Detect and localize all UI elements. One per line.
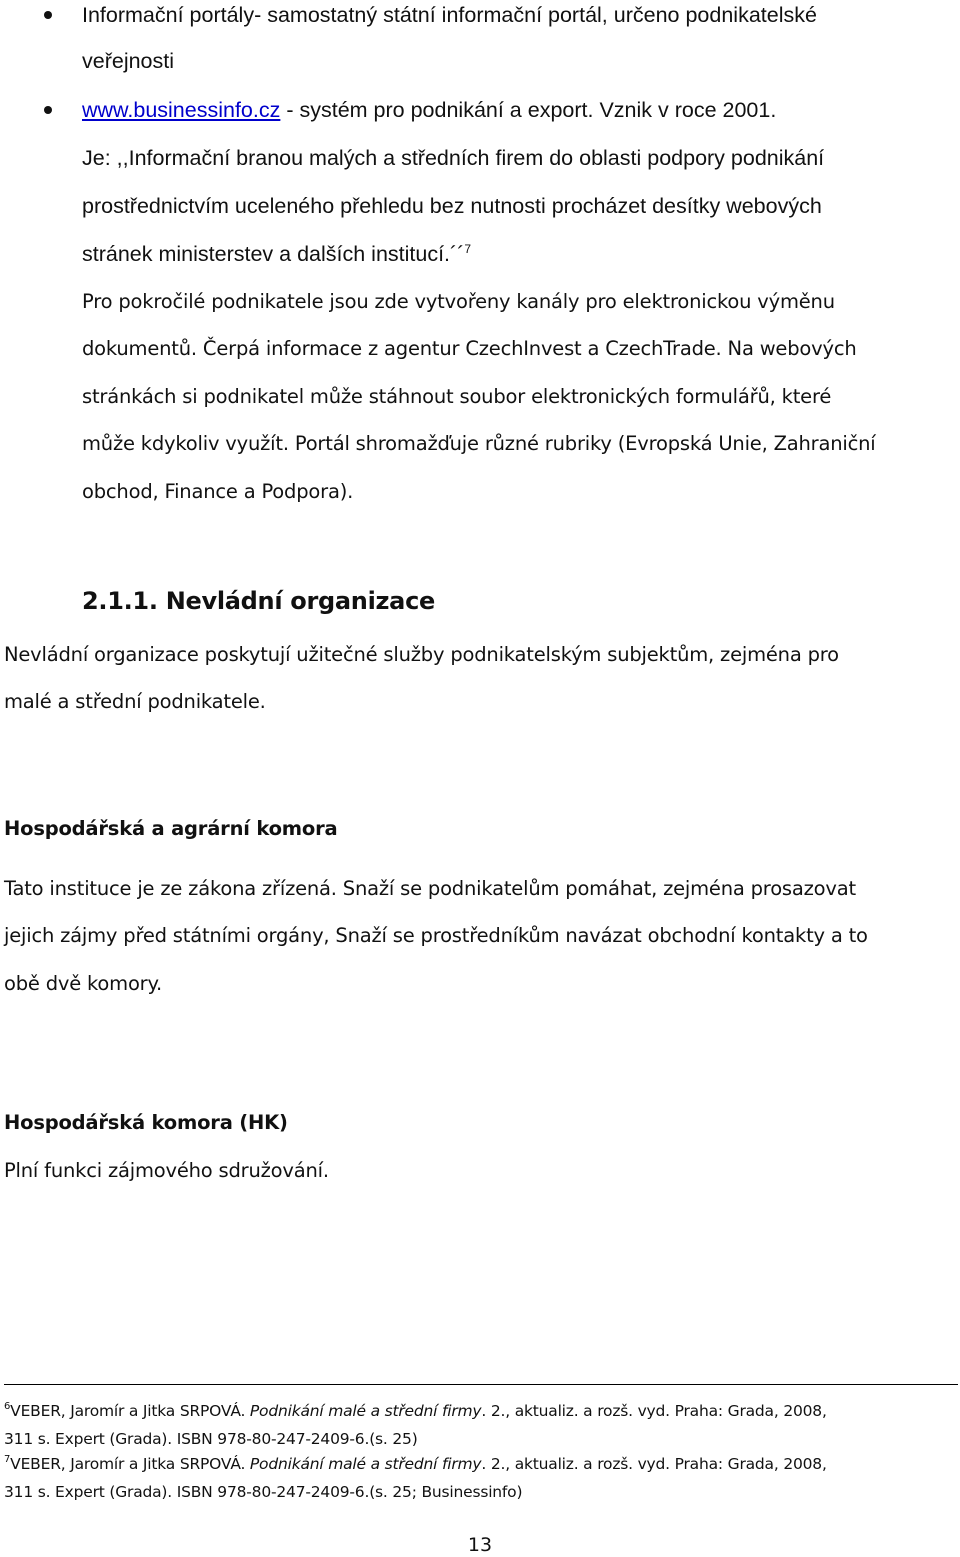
footnote-7-line-2: 311 s. Expert (Grada). ISBN 978-80-247-2409-6.(s. 25; Businessinfo) [4, 1483, 523, 1501]
section-title: Nevládní organizace [165, 587, 435, 615]
quote-close: ´´ [450, 242, 465, 266]
bullet-1-line-1: Informační portály- samostatný státní informační portál, určeno podnikatelské [82, 3, 817, 27]
subsection-heading: Hospodářská komora (HK) [4, 1111, 288, 1134]
subsection-1-line-2: jejich zájmy před státními orgány, Snaží se prostředníkům navázat obchodní kontakty a to [4, 924, 868, 947]
bullet-2-line-4 [82, 239, 471, 269]
footnote-author: VEBER, Jaromír a Jitka SRPOVÁ. [10, 1455, 250, 1473]
footnote-number: 7 [4, 1454, 11, 1465]
section-text-line-2: malé a střední podnikatele. [4, 690, 266, 713]
bullet-2-line-2: Je: ,,Informační branou malých a středních firem do oblasti podpory podnikání [82, 146, 825, 170]
footnote-6-line-1 [4, 1401, 827, 1421]
page-number: 13 [467, 1534, 493, 1556]
footnote-separator [4, 1384, 958, 1385]
bullet-2-line-1-text: - systém pro podnikání a export. Vznik v roce 2001. [280, 98, 777, 122]
bullet-2-para-line-1: Pro pokročilé podnikatele jsou zde vytvořeny kanály pro elektronickou výměnu [82, 290, 835, 313]
section-text-line-1: Nevládní organizace poskytují užitečné služby podnikatelským subjektům, zejména pro [4, 643, 839, 666]
bullet-2-para-line-5: obchod, Finance a Podpora). [82, 480, 354, 503]
subsection-heading: Hospodářská a agrární komora [4, 817, 338, 840]
subsection-1-line-3: obě dvě komory. [4, 972, 163, 995]
section-heading [82, 586, 435, 616]
footnote-ref[interactable]: 7 [464, 242, 472, 256]
bullet-2-line-1 [82, 95, 776, 125]
bullet-2-line-4-text: stránek ministerstev a dalších institucí. [82, 242, 451, 266]
bullet-1-line-2: veřejnosti [82, 49, 175, 73]
footnote-publisher: . 2., aktualiz. a rozš. vyd. Praha: Grada, 2008, [481, 1455, 827, 1473]
section-number: 2.1.1. [82, 587, 158, 615]
bullet-icon [44, 106, 52, 114]
subsection-1-line-1: Tato instituce je ze zákona zřízená. Snaží se podnikatelům pomáhat, zejména prosazovat [4, 877, 856, 900]
footnote-6-line-2: 311 s. Expert (Grada). ISBN 978-80-247-2409-6.(s. 25) [4, 1430, 418, 1448]
footnote-author: VEBER, Jaromír a Jitka SRPOVÁ. [10, 1402, 250, 1420]
subsection-2-line-1: Plní funkci zájmového sdružování. [4, 1159, 329, 1182]
bullet-2-line-3: prostřednictvím uceleného přehledu bez nutnosti procházet desítky webových [82, 194, 822, 218]
footnote-title: Podnikání malé a střední firmy [249, 1402, 482, 1420]
bullet-2-para-line-3: stránkách si podnikatel může stáhnout soubor elektronických formulářů, které [82, 385, 832, 408]
businessinfo-link[interactable]: www.businessinfo.cz [82, 98, 281, 122]
bullet-2-para-line-4: může kdykoliv využít. Portál shromažďuje různé rubriky (Evropská Unie, Zahraniční [82, 432, 876, 455]
footnote-publisher: . 2., aktualiz. a rozš. vyd. Praha: Grada, 2008, [481, 1402, 827, 1420]
footnote-number: 6 [4, 1401, 11, 1412]
footnote-7-line-1 [4, 1454, 827, 1474]
bullet-2-para-line-2: dokumentů. Čerpá informace z agentur CzechInvest a CzechTrade. Na webových [82, 337, 857, 360]
bullet-icon [44, 11, 52, 19]
footnote-title: Podnikání malé a střední firmy [249, 1455, 482, 1473]
